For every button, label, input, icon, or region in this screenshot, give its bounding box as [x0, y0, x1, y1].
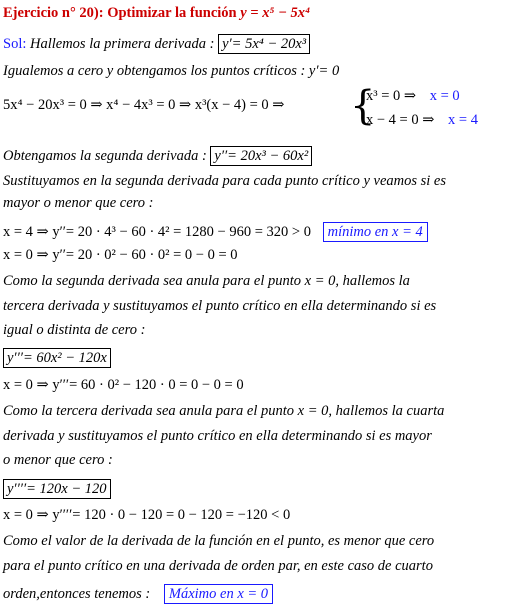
- exercise-title: [3, 4, 310, 22]
- second-text: Obtengamos la segunda derivada :: [3, 148, 207, 164]
- minimo-box: mínimo en x = 4: [323, 222, 428, 242]
- final-line-2: para el punto crítico en una derivada de orden par, en este caso de cuarto: [3, 558, 433, 574]
- sol-text: Hallemos la primera derivada :: [30, 36, 215, 52]
- case-1: [366, 87, 460, 105]
- case-1-left: x³ = 0 ⇒: [366, 88, 417, 104]
- case-2-left: x − 4 = 0 ⇒: [366, 112, 435, 128]
- third-derivative-line: [3, 348, 111, 368]
- sust-line-1: Sustituyamos en la segunda derivada para cada punto crítico y veamos si es: [3, 173, 446, 189]
- title-text: Optimizar la función: [107, 5, 237, 21]
- exercise-number: Ejercicio n° 20):: [3, 5, 104, 21]
- case-2-result: x = 4: [448, 112, 478, 128]
- eval-x0-line: x = 0 ⇒ y′′= 20 · 0² − 60 · 0² = 0 − 0 = 0: [3, 247, 238, 263]
- como2-line-3: o menor que cero :: [3, 452, 113, 468]
- fourth-derivative-line: [3, 479, 111, 499]
- igualemos-line: Igualemos a cero y obtengamos los puntos críticos : y′= 0: [3, 63, 340, 79]
- case-1-result: x = 0: [429, 88, 460, 104]
- sol-label: Sol:: [3, 36, 27, 52]
- system-brace: {: [350, 83, 376, 129]
- second-derivative-box: y′′= 20x³ − 60x²: [210, 146, 312, 166]
- final-text: orden,entonces tenemos :: [3, 586, 151, 602]
- como1-line-1: Como la segunda derivada sea anula para el punto x = 0, hallemos la: [3, 273, 410, 289]
- fourth-derivative-box: y′′′′= 120x − 120: [3, 479, 111, 499]
- title-formula: y = x⁵ − 5x⁴: [240, 5, 311, 21]
- como2-line-2: derivada y sustituyamos el punto crítico en ella determinando si es mayor: [3, 428, 432, 444]
- third-derivative-box: y′′′= 60x² − 120x: [3, 348, 111, 368]
- final-line-3: [3, 584, 273, 604]
- equation-chain: 5x⁴ − 20x³ = 0 ⇒ x⁴ − 4x³ = 0 ⇒ x³(x − 4) = 0 ⇒: [3, 97, 285, 113]
- como1-line-2: tercera derivada y sustituyamos el punto crítico en ella determinando si es: [3, 298, 437, 314]
- eval-x4-line: [3, 222, 428, 242]
- final-line-1: Como el valor de la derivada de la función en el punto, es menor que cero: [3, 533, 435, 549]
- eval-third-line: x = 0 ⇒ y′′′= 60 · 0² − 120 · 0 = 0 − 0 = 0: [3, 377, 244, 393]
- case-2: [366, 111, 478, 129]
- como2-line-1: Como la tercera derivada sea anula para el punto x = 0, hallemos la cuarta: [3, 403, 445, 419]
- sol-line: [3, 34, 310, 54]
- eval-x4: x = 4 ⇒ y′′= 20 · 4³ − 60 · 4² = 1280 − 960 = 320 > 0: [3, 224, 311, 240]
- sust-line-2: mayor o menor que cero :: [3, 195, 154, 211]
- maximo-box: Máximo en x = 0: [164, 584, 273, 604]
- second-derivative-line: [3, 146, 312, 166]
- first-derivative-box: y′= 5x⁴ − 20x³: [218, 34, 310, 54]
- como1-line-3: igual o distinta de cero :: [3, 322, 146, 338]
- eval-fourth-line: x = 0 ⇒ y′′′′= 120 · 0 − 120 = 0 − 120 = −120 < 0: [3, 507, 291, 523]
